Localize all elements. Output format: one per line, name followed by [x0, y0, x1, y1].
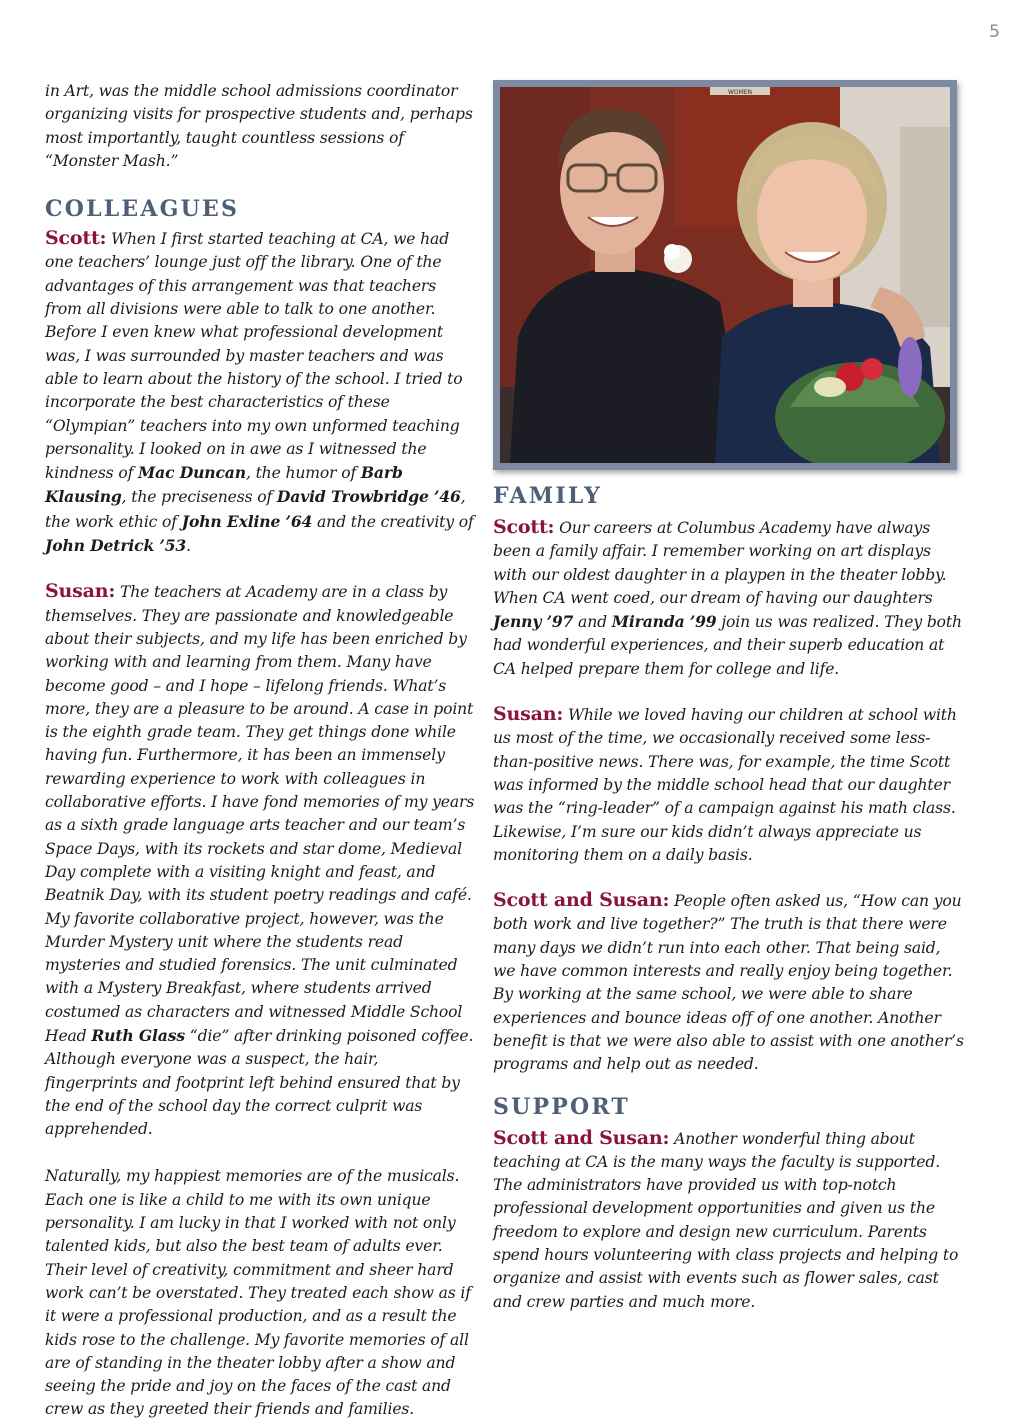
text-segment: , the preciseness of	[121, 488, 277, 507]
text-segment: Another wonderful thing about teaching at CA is the many ways the faculty is supported. The administrators have provided us with top-notch professional development opportunities and given us the freedom to explore and design new curriculum. Parents spend hours volunteering with class projects and helping to organize and assist with events such as flower sales, cast and crew parties and much more.	[493, 1129, 959, 1311]
speaker-label: Scott:	[45, 227, 107, 250]
colleagues-heading: COLLEAGUES	[45, 196, 240, 223]
text-segment: Our careers at Columbus Academy have always been a family affair. I remember working on art displays with our oldest daughter in a playpen in the theater lobby. When CA went coed, our dream of having our daughters	[493, 519, 947, 607]
person-name: Mac Duncan	[138, 463, 246, 483]
support-both-paragraph	[493, 1127, 965, 1314]
musicals-paragraph: Naturally, my happiest memories are of the musicals. Each one is like a child to me with its own unique personality. I am lucky in that I worked with not only talented kids, but also the best team of adults ever. Their level of creativity, commitment and sheer hard work can’t be overstated. They treated each show as if it were a professional production, and as a result the kids rose to the challenge. My favorite memories of all are of standing in the theater lobby after a show and seeing the pride and joy on the faces of the cast and crew as they greeted their friends and families.	[45, 1167, 471, 1419]
photo-frame	[493, 80, 957, 470]
left-column	[45, 80, 475, 1422]
person-name: Barb Klausing	[45, 463, 403, 507]
text-segment: join us was realized. They both had wonderful experiences, and their superb education at CA helped prepare them for college and life.	[493, 613, 962, 678]
door-sign-text: WOMEN	[727, 89, 753, 96]
text-segment: .	[186, 537, 191, 556]
person-name: Miranda ’99	[611, 612, 717, 632]
text-segment: , the work ethic of	[45, 488, 466, 531]
text-segment: When I first started teaching at CA, we had one teachers’ lounge just off the library. One of the advantages of this arrangement was that teachers from all divisions were able to talk to one another. Before I even knew what professional development was, I was surrounded by master teachers and was able to learn about the history of the school. I tried to incorporate the best characteristics of these “Olympian” teachers into my own unformed teaching personality. I looked on in awe as I witnessed the kindness of	[45, 230, 463, 483]
family-susan-paragraph	[493, 703, 965, 867]
text-segment: People often asked us, “How can you both work and live together?” The truth is that there were many days we didn’t run into each other. That being said, we have common interests and really enjoy being together. By working at the same school, we were able to share experiences and bounce ideas off of one another. Another benefit is that we were also able to assist with one another’s programs and help out as needed.	[493, 892, 964, 1074]
text-segment: The teachers at Academy are in a class by themselves. They are passionate and knowledgeable about their subjects, and my life has been enriched by working with and learning from them. Many have become good – and I hope – lifelong friends. What’s more, they are a pleasure to be around. A case in point is the eighth grade team. They get things done while having fun. Furthermore, it has been an immensely rewarding experience to work with colleagues in collaborative efforts. I have fond memories of my years as a sixth grade language arts teacher and our team’s Space Days, with its rockets and star dome, Medieval Day complete with a visiting knight and feast, and Beatnik Day, with its student poetry readings and café. My favorite collaborative project, however, was the Murder Mystery unit where the students read mysteries and studied forensics. The unit culminated with a Mystery Breakfast, where students arrived costumed as characters and witnessed Middle School Head	[45, 583, 475, 1045]
photo-illustration	[500, 87, 950, 463]
right-column	[493, 80, 965, 1314]
text-segment: and the creativity of	[312, 512, 474, 531]
speaker-label: Scott:	[493, 516, 555, 538]
family-scott-paragraph	[493, 516, 965, 681]
text-segment: and	[573, 613, 612, 632]
speaker-label: Susan:	[493, 703, 564, 726]
family-heading: FAMILY	[493, 483, 603, 509]
intro-paragraph: in Art, was the middle school admissions coordinator organizing visits for prospective students and, perhaps most importantly, taught countless sessions of “Monster Mash.”	[45, 82, 473, 170]
person-name: Jenny ’97	[493, 612, 574, 632]
colleagues-susan-paragraph	[45, 580, 475, 1141]
colleagues-scott-paragraph	[45, 227, 475, 558]
person-name: John Detrick ’53	[45, 536, 187, 556]
speaker-label: Scott and Susan:	[493, 889, 670, 912]
family-both-paragraph	[493, 889, 965, 1076]
text-segment: , the humor of	[245, 464, 361, 483]
page-number: 5	[989, 22, 1000, 42]
speaker-label: Susan:	[45, 580, 116, 603]
person-name: John Exline ’64	[181, 511, 313, 531]
photo-couple	[500, 87, 950, 463]
person-name: David Trowbridge ’46	[276, 487, 461, 507]
person-name: Ruth Glass	[91, 1025, 185, 1045]
text-segment: While we loved having our children at school with us most of the time, we occasionally received some less-than-positive news. There was, for example, the time Scott was informed by the middle school head that our daughter was the “ring-leader” of a campaign against his math class. Likewise, I’m sure our kids didn’t always appreciate us monitoring them on a daily basis.	[493, 706, 957, 864]
support-heading: SUPPORT	[493, 1093, 630, 1120]
text-segment: “die” after drinking poisoned coffee. Although everyone was a suspect, the hair, fingerprints and footprint left behind ensured that by the end of the school day the correct culprit was apprehended.	[45, 1026, 474, 1139]
speaker-label: Scott and Susan:	[493, 1126, 670, 1149]
